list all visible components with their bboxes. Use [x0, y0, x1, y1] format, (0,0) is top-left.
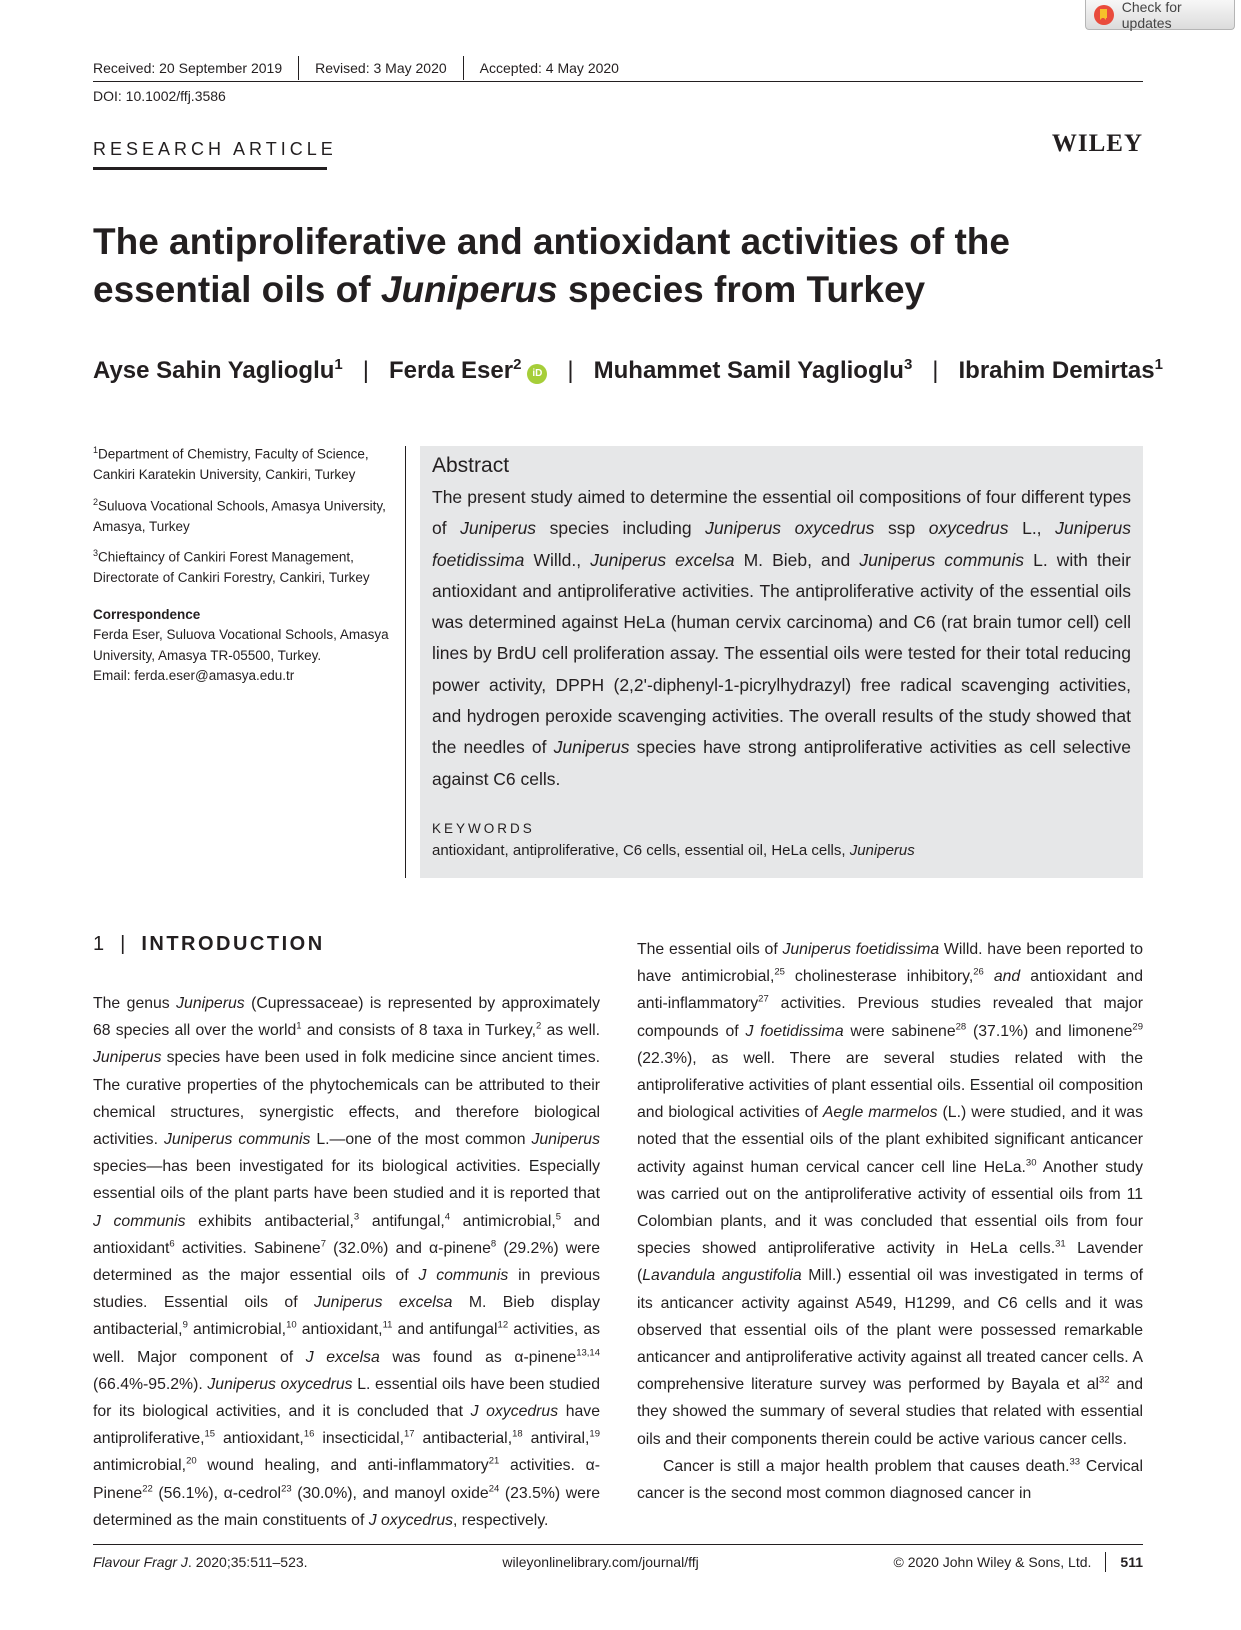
- accepted-date: Accepted: 4 May 2020: [479, 60, 619, 76]
- section-separator: |: [120, 933, 128, 955]
- footer-rule: [93, 1544, 1143, 1545]
- author-list: [93, 356, 1163, 385]
- author[interactable]: Ibrahim Demirtas$^1$: [958, 356, 1163, 384]
- doi[interactable]: DOI: 10.1002/ffj.3586: [93, 88, 226, 104]
- section-title: INTRODUCTION: [141, 933, 325, 955]
- revised-date: Revised: 3 May 2020: [299, 56, 464, 80]
- author-separator: |: [567, 357, 574, 384]
- body-column-left: The genus Juniperus (Cupressaceae) is represented by approximately 68 species all over the world$^1$ and consists of 8 taxa in Turkey,$^2$ as well. Juniperus species have been used in folk medicine since ancient times. The curative properties of the phytochemicals can be attributed to their chemical structures, synergistic effects, and therefore biological activities. Juniperus communis L.—one of the most common Juniperus species—has been investigated for its biological activities. Especially essential oils of the plant parts have been studied and it is reported that J communis exhibits antibacterial,$^3$ antifungal,$^4$ antimicrobial,$^5$ and antioxidant$^6$ activities. Sabinene$^7$ (32.0%) and α-pinene$^8$ (29.2%) were determined as the major essential oils of J communis in previous studies. Essential oils of Juniperus excelsa M. Bieb display antibacterial,$^9$ antimicrobial,$^{10}$ antioxidant,$^{11}$ and antifungal$^{12}$ activities, as well. Major component of J excelsa was found as α-pinene$^{13,14}$ (66.4%-95.2%). Juniperus oxycedrus L. essential oils have been studied for its biological activities, and it is concluded that J oxycedrus have antiproliferative,$^{15}$ antioxidant,$^{16}$ insecticidal,$^{17}$ antibacterial,$^{18}$ antiviral,$^{19}$ antimicrobial,$^{20}$ wound healing, and anti-inflammatory$^{21}$ activities. α-Pinene$^{22}$ (56.1%), α-cedrol$^{23}$ (30.0%), and manoyl oxide$^{24}$ (23.5%) were determined as the main constituents of J oxycedrus, respectively.: [93, 995, 601, 1529]
- author-separator: |: [932, 357, 939, 384]
- keywords-heading: KEYWORDS: [432, 820, 535, 836]
- journal-citation: Flavour Fragr J. 2020;35:511–523.: [93, 1554, 308, 1570]
- author[interactable]: Ayse Sahin Yaglioglu$^1$: [93, 356, 343, 384]
- abstract-heading: Abstract: [432, 454, 510, 477]
- article-dates: [93, 56, 635, 80]
- abstract-divider: [405, 446, 406, 878]
- section-number: 1: [93, 933, 107, 955]
- page-number: 511: [1120, 1554, 1143, 1570]
- check-for-updates-label: Check for updates: [1121, 0, 1182, 31]
- author[interactable]: Ferda Eser$^2$iD: [389, 356, 547, 385]
- body-column-right: [637, 936, 1143, 1507]
- received-date: Received: 20 September 2019: [93, 56, 299, 80]
- copyright: © 2020 John Wiley & Sons, Ltd.: [893, 1554, 1092, 1570]
- affiliation: $^2$Suluova Vocational Schools, Amasya University, Amasya, Turkey: [93, 496, 386, 534]
- author-separator: |: [362, 357, 369, 384]
- section-heading: [93, 933, 325, 956]
- abstract-body: The present study aimed to determine the essential oil compositions of four different types of Juniperus species including Juniperus oxycedrus ssp oxycedrus L., Juniperus foetidissima Willd., Juniperus excelsa M. Bieb, and Juniperus communis L. with their antioxidant and antiproliferative activities. The antiproliferative activity of the essential oils was determined against HeLa (human cervix carcinoma) and C6 (rat brain tumor cell) cell lines by BrdU cell proliferation assay. The essential oils were tested for their total reducing power activity, DPPH (2,2'-diphenyl-1-picrylhydrazyl) free radical scavenging activities, and hydrogen peroxide scavenging activities. The overall results of the study showed that the needles of Juniperus species have strong antiproliferative activities as cell selective against C6 cells.: [432, 487, 1132, 789]
- crossmark-icon: [1094, 5, 1114, 25]
- orcid-icon[interactable]: iD: [527, 364, 547, 384]
- correspondence-address: Ferda Eser, Suluova Vocational Schools, Amasya University, Amasya TR-05500, Turkey.: [93, 627, 389, 663]
- article-type: RESEARCH ARTICLE: [93, 139, 337, 159]
- correspondence-email[interactable]: Email: ferda.eser@amasya.edu.tr: [93, 668, 295, 683]
- affiliations: [93, 440, 393, 687]
- footer-separator: [1105, 1552, 1106, 1572]
- affiliation: $^3$Chieftaincy of Cankiri Forest Management, Directorate of Cankiri Forestry, Cankiri, Turkey: [93, 548, 370, 585]
- publisher-logo: WILEY: [1051, 130, 1143, 157]
- article-type-underline: [93, 167, 327, 170]
- abstract-box: [420, 446, 1143, 878]
- author[interactable]: Muhammet Samil Yaglioglu$^3$: [593, 356, 913, 384]
- paragraph: The essential oils of Juniperus foetidissima Willd. have been reported to have antimicrobial,$^{25}$ cholinesterase inhibitory,$^{26}$ and antioxidant and anti-inflammatory$^{27}$ activities. Previous studies revealed that major compounds of J foetidissima were sabinene$^{28}$ (37.1%) and limonene$^{29}$ (22.3%), as well. There are several studies related with the antiproliferative activities of plant essential oils. Essential oil composition and biological activities of Aegle marmelos (L.) were studied, and it was noted that the essential oils of the plant exhibited significant anticancer activity against human cervical cancer cell line HeLa.$^{30}$ Another study was carried out on the antiproliferative activity of essential oils from 11 Colombian plants, and it was concluded that essential oils from four species showed antiproliferative activity in HeLa cells.$^{31}$ Lavender (Lavandula angustifolia Mill.) essential oil was investigated in terms of its anticancer activity against A549, H1299, and C6 cells and it was observed that essential oils of the plant were possessed remarkable anticancer and antiproliferative activity against all treated cancer cells. A comprehensive literature survey was performed by Bayala et $al^{32}$ and they showed the summary of several studies that related with essential oils and their components therein could be active various cancer cells.: [637, 941, 1143, 1448]
- keywords: antioxidant, antiproliferative, C6 cells, essential oil, HeLa cells, Juniperus: [432, 841, 915, 859]
- paragraph: Cancer is still a major health problem that causes death.$^{33}$ Cervical cancer is the second most common diagnosed cancer in: [637, 1456, 1143, 1503]
- correspondence-heading: Correspondence: [93, 606, 201, 622]
- affiliation: $^1$Department of Chemistry, Faculty of Science, Cankiri Karatekin University, Cankiri, Turkey: [93, 445, 369, 482]
- page-footer: [93, 1552, 1143, 1572]
- check-for-updates-button[interactable]: [1085, 0, 1235, 30]
- header-rule: [93, 81, 1143, 82]
- journal-url[interactable]: wileyonlinelibrary.com/journal/ffj: [502, 1554, 699, 1570]
- article-title: The antiproliferative and antioxidant activities of the essential oils of Juniperus species from Turkey: [93, 221, 1010, 310]
